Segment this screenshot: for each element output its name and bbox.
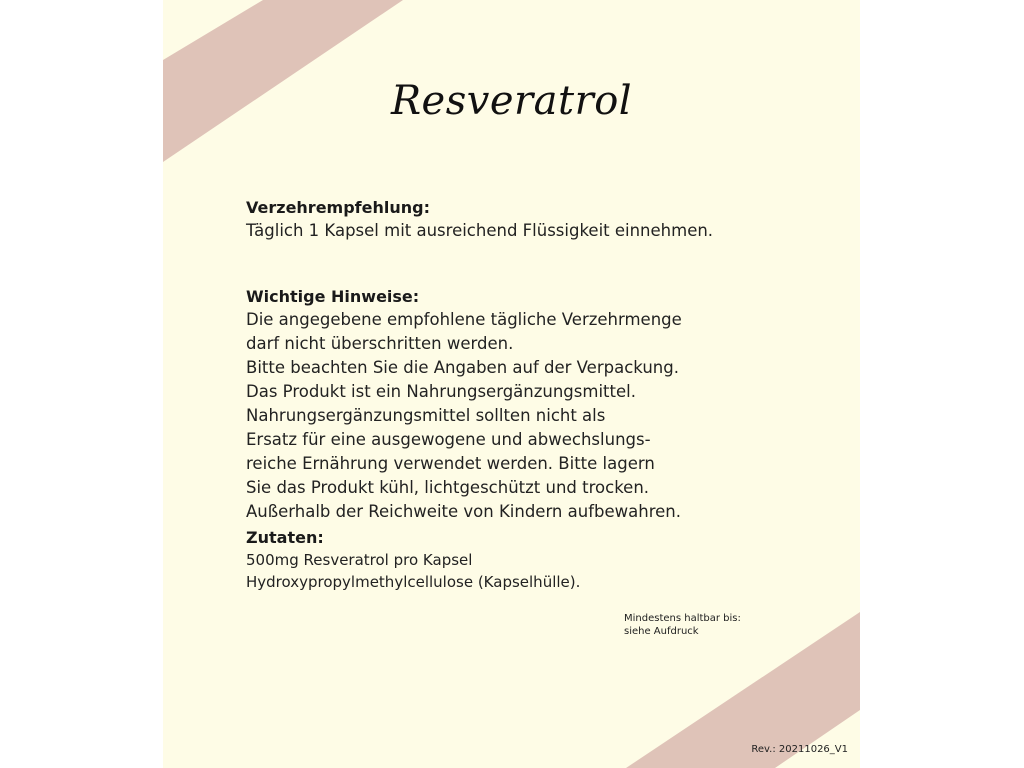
best-before-label: Mindestens haltbar bis:: [624, 613, 741, 624]
revision-code: Rev.: 20211026_V1: [751, 744, 848, 755]
notes-line: Außerhalb der Reichweite von Kindern aufbewahren.: [246, 502, 681, 521]
dosage-line: Täglich 1 Kapsel mit ausreichend Flüssigkeit einnehmen.: [246, 221, 714, 240]
notes-text: [246, 308, 682, 524]
dosage-text: [246, 219, 713, 243]
notes-line: Ersatz für eine ausgewogene und abwechslungs-: [246, 430, 651, 449]
notes-line: darf nicht überschritten werden.: [246, 334, 514, 353]
ingredients-heading: Zutaten:: [246, 528, 324, 547]
notes-line: Bitte beachten Sie die Angaben auf der Verpackung.: [246, 358, 679, 377]
ingredients-section: [246, 527, 580, 593]
dosage-heading: Verzehrempfehlung:: [246, 198, 430, 217]
notes-section: [246, 286, 682, 524]
best-before-note: [624, 612, 741, 638]
notes-line: Die angegebene empfohlene tägliche Verzehrmenge: [246, 310, 682, 329]
notes-line: Sie das Produkt kühl, lichtgeschützt und trocken.: [246, 478, 650, 497]
product-label: [163, 0, 860, 768]
ingredients-text: [246, 549, 580, 593]
notes-line: reiche Ernährung verwendet werden. Bitte lagern: [246, 454, 655, 473]
ingredients-line: Hydroxypropylmethylcellulose (Kapselhülle).: [246, 573, 581, 591]
notes-line: Nahrungsergänzungsmittel sollten nicht als: [246, 406, 606, 425]
best-before-value: siehe Aufdruck: [624, 626, 699, 637]
product-title: Resveratrol: [390, 78, 633, 124]
notes-heading: Wichtige Hinweise:: [246, 287, 420, 306]
notes-line: Das Produkt ist ein Nahrungsergänzungsmittel.: [246, 382, 636, 401]
ingredients-line: 500mg Resveratrol pro Kapsel: [246, 551, 473, 569]
dosage-section: [246, 197, 713, 243]
